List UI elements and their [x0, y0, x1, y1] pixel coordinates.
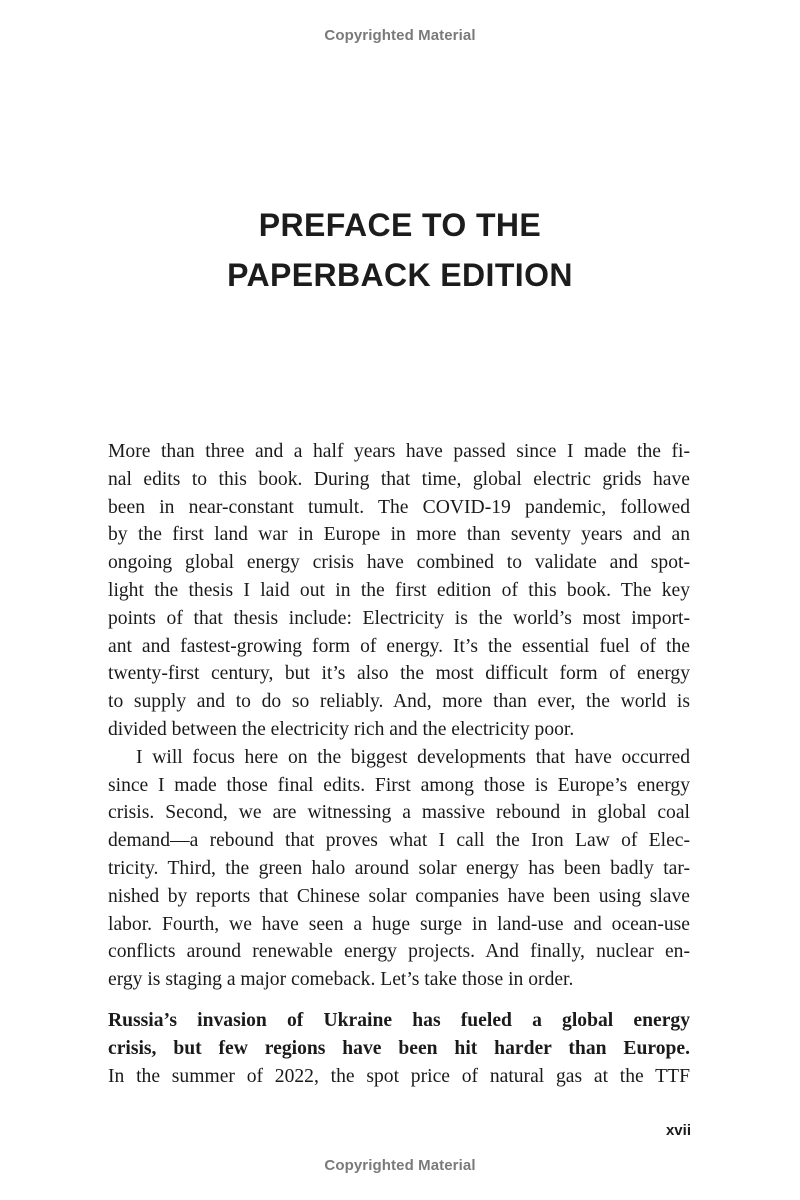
chapter-title-line-2: PAPERBACK EDITION	[227, 257, 573, 293]
text-line: In the summer of 2022, the spot price of natural gas at the TTF	[108, 1065, 690, 1087]
text-line: to supply and to do so reliably. And, more than ever, the world is	[108, 691, 690, 713]
copyright-watermark-bottom: Copyrighted Material	[324, 1157, 476, 1174]
text-line: been in near-constant tumult. The COVID-19 pandemic, followed	[108, 496, 690, 518]
copyright-watermark-top: Copyrighted Material	[324, 27, 476, 44]
text-line: points of that thesis include: Electricity is the world’s most import-	[108, 607, 690, 629]
paragraph-spacer	[108, 994, 690, 1007]
text-line: divided between the electricity rich and the electricity poor.	[108, 718, 575, 740]
paragraph-1	[108, 438, 690, 744]
chapter-title	[0, 200, 800, 300]
text-line: conflicts around renewable energy projects. And finally, nuclear en-	[108, 941, 690, 963]
text-line: More than three and a half years have passed since I made the fi-	[108, 441, 690, 462]
text-line: ant and fastest-growing form of energy. It’s the essential fuel of the	[108, 635, 690, 657]
bold-lead-line: Russia’s invasion of Ukraine has fueled a global energy	[108, 1009, 690, 1031]
page-number: xvii	[665, 1122, 691, 1139]
text-line: ergy is staging a major comeback. Let’s take those in order.	[108, 969, 574, 991]
body-text	[108, 438, 690, 1090]
text-line: ongoing global energy crisis have combined to validate and spot-	[108, 552, 690, 574]
text-line: labor. Fourth, we have seen a huge surge in land-use and ocean-use	[108, 913, 690, 935]
bold-lead-line: crisis, but few regions have been hit harder than Europe.	[108, 1037, 690, 1059]
text-line: crisis. Second, we are witnessing a massive rebound in global coal	[108, 802, 690, 824]
text-line: nal edits to this book. During that time, global electric grids have	[108, 468, 690, 490]
text-line: I will focus here on the biggest developments that have occurred	[136, 746, 690, 768]
text-line: light the thesis I laid out in the first edition of this book. The key	[108, 579, 690, 601]
paragraph-3	[108, 1007, 690, 1090]
text-line: nished by reports that Chinese solar companies have been using slave	[108, 885, 690, 907]
chapter-title-line-1: PREFACE TO THE	[258, 207, 542, 243]
text-line: tricity. Third, the green halo around solar energy has been badly tar-	[108, 857, 690, 879]
text-line: twenty-first century, but it’s also the most difficult form of energy	[108, 663, 690, 685]
text-line: demand—a rebound that proves what I call the Iron Law of Elec-	[108, 830, 690, 852]
paragraph-2	[108, 744, 690, 994]
text-line: since I made those final edits. First among those is Europe’s energy	[108, 774, 690, 796]
text-line: by the first land war in Europe in more than seventy years and an	[108, 524, 690, 546]
